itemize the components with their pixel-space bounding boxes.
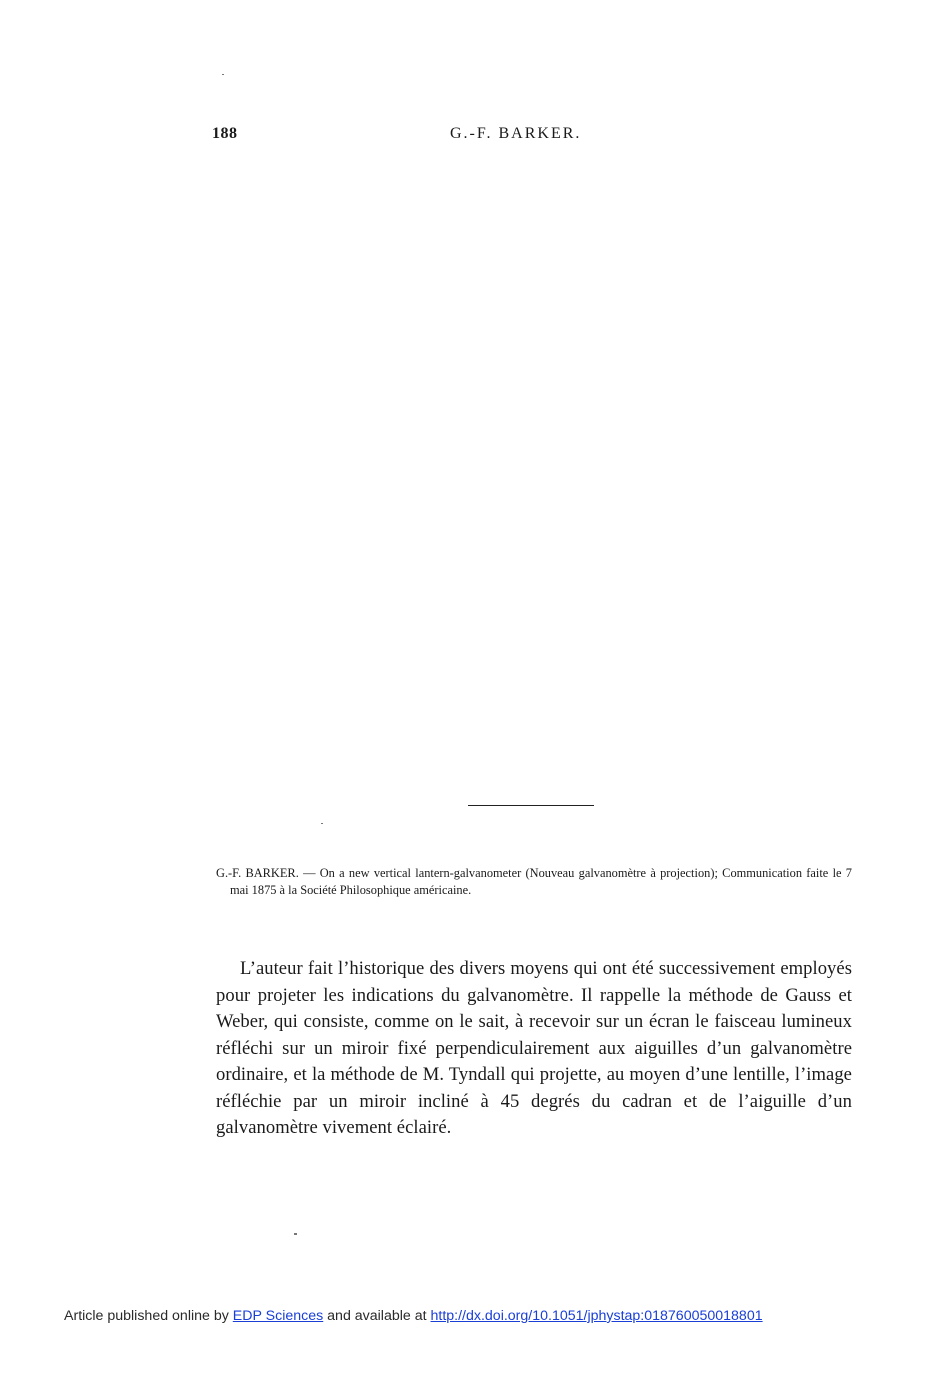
- section-divider: [468, 805, 594, 806]
- scan-speck: [222, 74, 224, 75]
- reference-text: G.-F. BARKER. — On a new vertical lantern-galvanometer (Nouveau galvanomètre à projection); Communication faite le 7 mai 1875 à la Société Philosophique américaine.: [216, 866, 852, 897]
- running-title: G.-F. BARKER.: [450, 125, 582, 142]
- scan-speck: [294, 1233, 297, 1235]
- page-number: 188: [212, 125, 238, 142]
- body-paragraph: L’auteur fait l’historique des divers moyens qui ont été successivement employés pour projeter les indications du galvanomètre. Il rappelle la méthode de Gauss et Weber, qui consiste, comme on le sait, à recevoir sur un écran le faisceau lumineux réfléchi sur un miroir fixé perpendiculairement aux aiguilles d’un galvanomètre ordinaire, et la méthode de M. Tyndall qui projette, au moyen d’une lentille, l’image réfléchie par un miroir incliné à 45 degrés du cadran et de l’aiguille d’un galvanomètre vivement éclairé.: [216, 958, 852, 1138]
- doi-link[interactable]: http://dx.doi.org/10.1051/jphystap:018760050018801: [430, 1308, 763, 1324]
- footer-middle: and available at: [323, 1308, 431, 1324]
- publication-footer: [64, 1308, 884, 1324]
- footer-prefix: Article published online by: [64, 1308, 233, 1324]
- scan-speck: [321, 823, 323, 824]
- bibliographic-reference: [216, 865, 852, 899]
- publisher-link[interactable]: EDP Sciences: [232, 1308, 324, 1324]
- page-header: [212, 125, 852, 147]
